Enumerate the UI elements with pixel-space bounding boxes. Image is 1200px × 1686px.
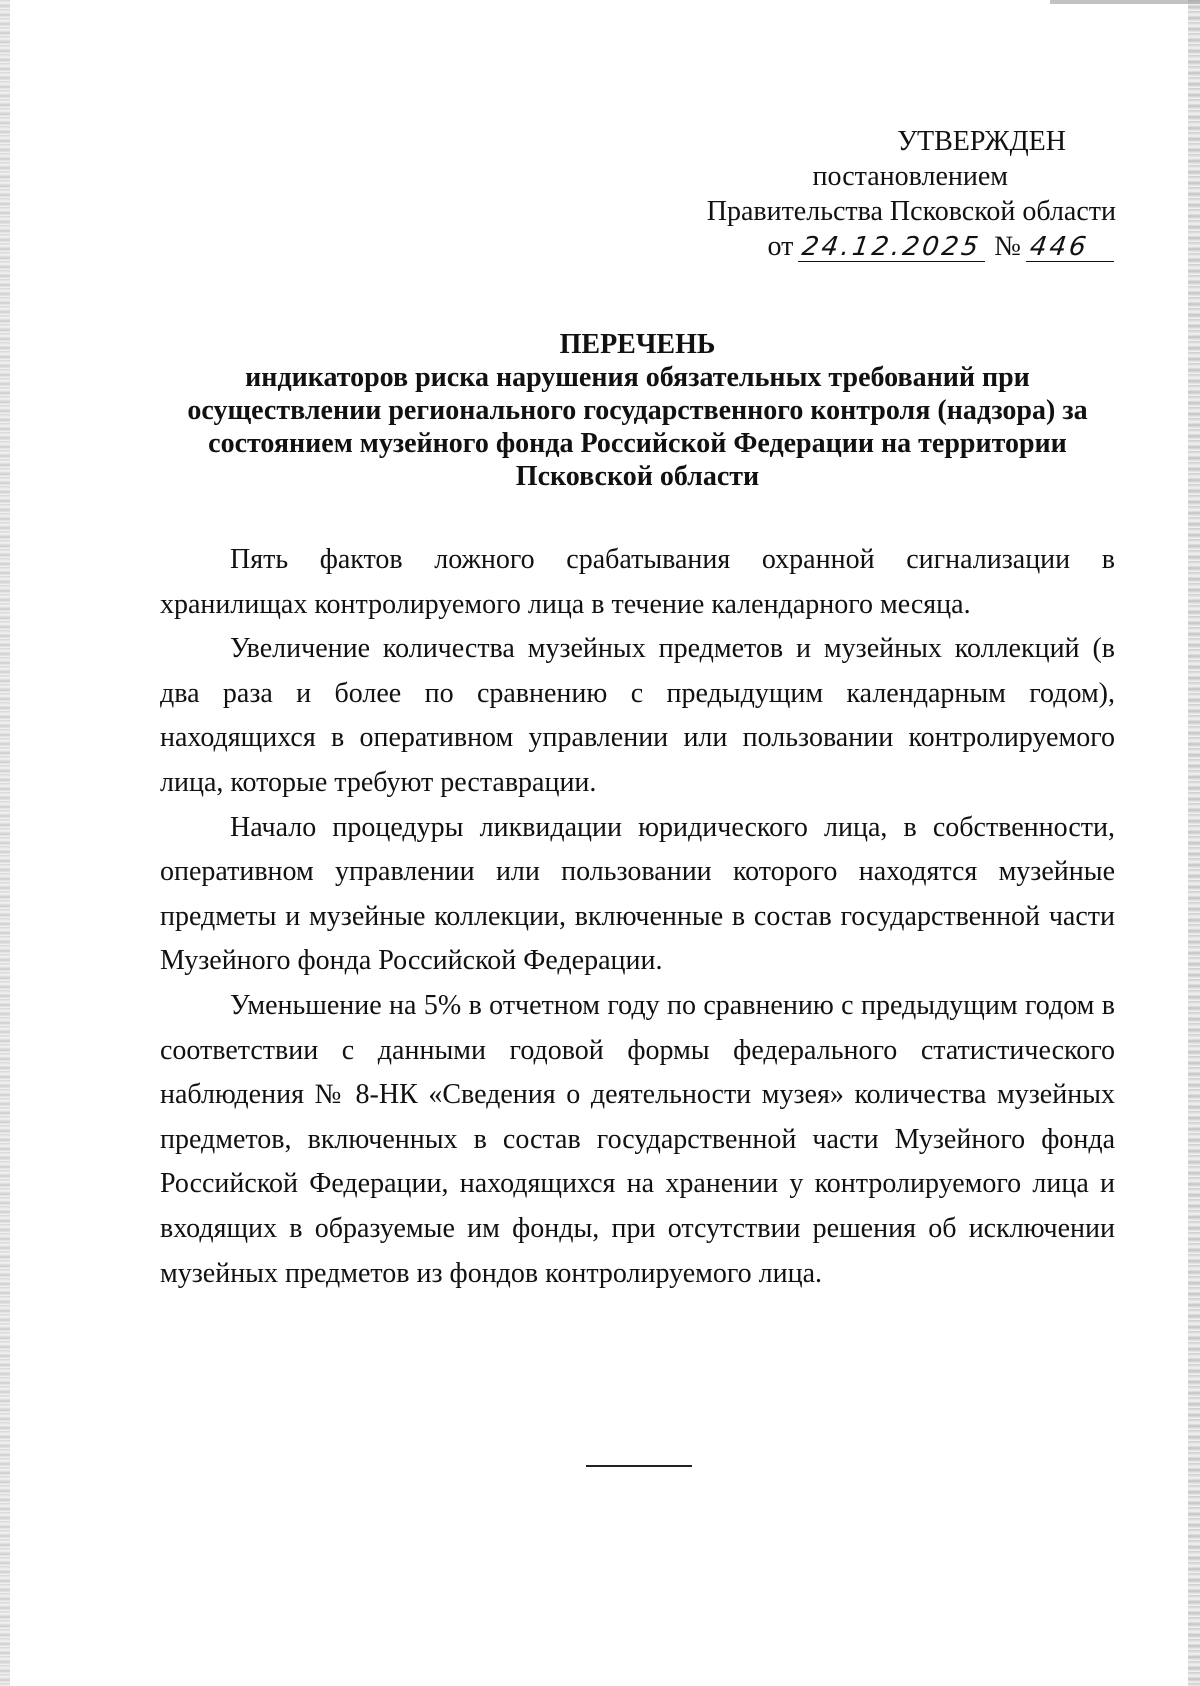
scan-edge-left: [0, 0, 10, 1686]
approval-resolution-label: постановлением: [812, 161, 1008, 192]
handwritten-date: 24.12.2025: [798, 233, 989, 262]
scan-edge-top: [1050, 0, 1200, 4]
risk-indicator-paragraph-4: Уменьшение на 5% в отчетном году по сравнению с предыдущим годом в соответствии с данными годовой формы федерального статистического наблюдения № 8-НК «Сведения о деятельности музея» количества музейных предметов, включенных в состав государственной части Музейного фонда Российской Федерации, находящихся на хранении у контролируемого лица и входящих в образуемые им фонды, при отсутствии решения об исключении музейных предметов из фондов контролируемого лица.: [160, 989, 1115, 1289]
document-subtitle: индикаторов риска нарушения обязательных требований при осуществлении регионального государственного контроля (надзора) за состоянием музейного фонда Российской Федерации на территории Псковской области: [187, 362, 1088, 492]
document-body: [160, 538, 1115, 1296]
scan-edge-right: [1188, 0, 1200, 1686]
document-heading: [150, 328, 1125, 493]
risk-indicator-paragraph-3: Начало процедуры ликвидации юридического лица, в собственности, оперативном управлении или пользовании которого находятся музейные предметы и музейные коллекции, включенные в состав государственной части Музейного фонда Российской Федерации.: [160, 811, 1115, 977]
date-prefix: от: [767, 231, 794, 262]
handwritten-number: 446: [1026, 233, 1118, 262]
risk-indicator-paragraph-2: Увеличение количества музейных предметов и музейных коллекций (в два раза и более по сравнению с предыдущим календарным годом), находящихся в оперативном управлении или пользовании контролируемого лица, которые требуют реставрации.: [160, 633, 1115, 798]
number-prefix: №: [994, 231, 1021, 262]
approval-authority: Правительства Псковской области: [706, 196, 1116, 227]
approval-block: [646, 124, 1116, 264]
end-of-document-rule: [586, 1465, 692, 1467]
approved-stamp-text: УТВЕРЖДЕН: [897, 126, 1066, 157]
document-title: ПЕРЕЧЕНЬ: [559, 329, 716, 360]
risk-indicator-paragraph-1: Пять фактов ложного срабатывания охранной сигнализации в хранилищах контролируемого лица в течение календарного месяца.: [160, 544, 1115, 620]
approval-date-line: [646, 229, 1116, 264]
